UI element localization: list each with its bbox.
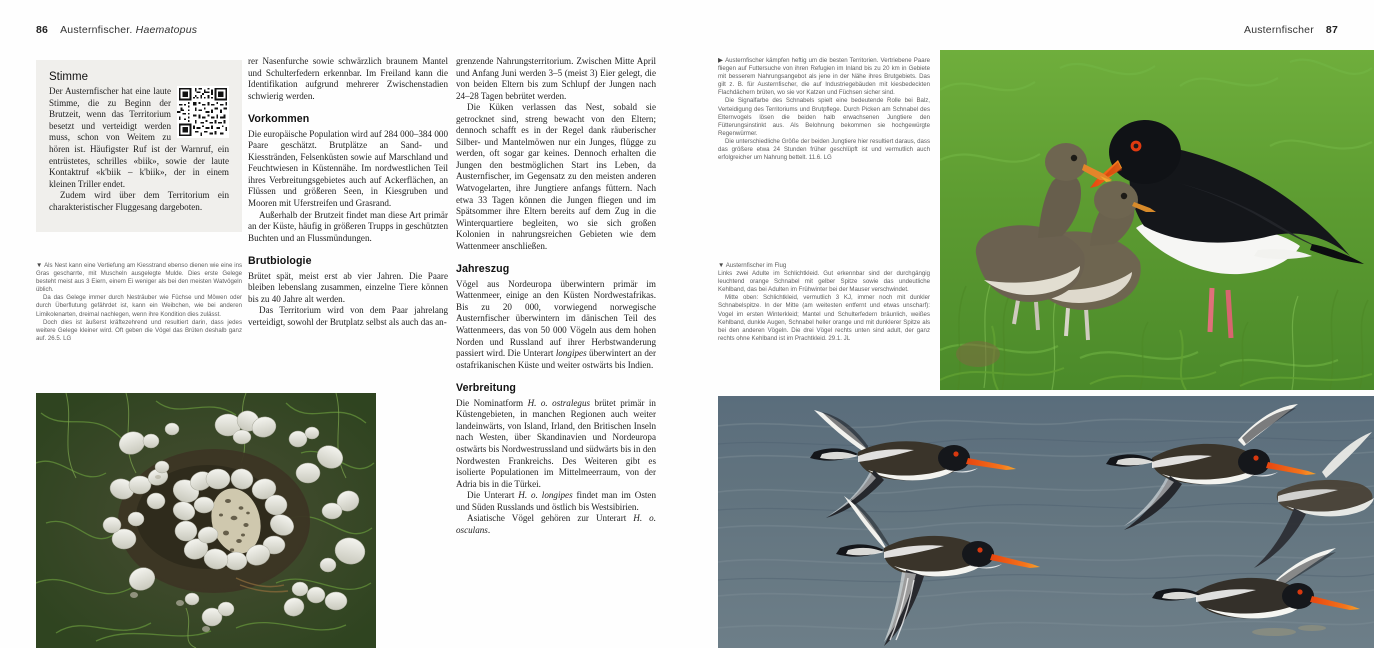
paragraph-vorkommen-1: Die europäische Population wird auf 284 000–384 000 Paare geschätzt. Brutplätze an Sand- und Kiesstränden, Felsenküsten sowie auf Marschland und Feuchtwiesen in Küstennähe. Im nordwestlichen Teil ihres Verbreitungsgebietes auch auf Ackerflächen, an Flüssen und größeren Seen, in Kiesgruben und Mooren mit Uferstreifen und Grasrand. (248, 128, 448, 209)
heading-verbreitung: Verbreitung (456, 382, 516, 395)
caption-feeding-paragraph-1 (718, 57, 930, 97)
triangle-down-icon-2: ▼ (718, 262, 725, 269)
text-column-left (248, 56, 448, 328)
caption-nest (36, 262, 242, 343)
paragraph-verbreitung-1 (456, 398, 656, 490)
verbreitung-subspecies-3: H. o. osculans (456, 513, 656, 535)
caption-flight-title: Austernfischer im Flug (725, 262, 787, 269)
stimme-sidebar-box (36, 60, 242, 232)
triangle-down-icon: ▼ (36, 262, 43, 269)
folio-right: 87 (1325, 24, 1338, 36)
verbreitung-text-3b: . (487, 524, 491, 535)
paragraph-cont-1: grenzende Nahrungsterritorium. Zwischen Mitte April und Anfang Juni werden 3–5 (meist 3) Eier gelegt, die von beiden Eltern bis zum Schlupf der Jungen nach 24–28 Tagen bebrütet werden. (456, 56, 656, 101)
running-head-right-title: Austernfischer (1243, 24, 1314, 36)
qr-code-icon[interactable] (177, 86, 229, 138)
caption-feeding-text-1: Austernfischer kämpfen heftig um die besten Territorien. Vertriebene Paare fliegen auf Futtersuche von ihren Refugien im Inland bis zu 20 km in Gebiete mit besserem Nahrungsangebot als jene in der Nähe ihres Brutgebiets. Das gilt z. B. für Austernfischer, die auf Industriegebäuden mit kiesbedeckten Flachdächern brüten, wo sie vor Katzen und Füchsen sicher sind. (718, 57, 930, 97)
paragraph-cont-2: Die Küken verlassen das Nest, sobald sie getrocknet sind, streng bewacht von den Eltern; dennoch schafft es in der Regel dank räuberischer Silber- und Mantelmöwen nur ein Junges, flügge zu werden, oft sogar gar keines. Dennoch erhalten die Jungen den bestmöglichen Start ins Leben, da Austernfischer, im Gegensatz zu den meisten anderen Watvogelarten, ihre Jungtiere anfangs füttern. Nach etwa 33 Tagen können die Jungen fliegen und im Spätsommer ihre Eltern bereits auf dem Zug in die Winterquartiere begleiten, wo sie sich großen Kolonien in nahrungsreichen Gebieten wie dem Wattenmeer anschließen. (456, 102, 656, 251)
jahreszug-text-a: Vögel aus Nordeuropa überwintern primär im Wattenmeer, einige an den Küsten Nordwestafrikas. Bis zu 20 000, vorwiegend norwegische Austernfischer überwintern im dänischen Teil des Wattenmeers, das von 50 000 Vögeln aus dem hohen Norden und Russland auf ihrer Herbstwanderung passiert wird. Die Unterart (456, 278, 656, 359)
photo-nest-with-shells-and-egg (36, 393, 376, 648)
running-head-left-genus: Haematopus (135, 24, 198, 36)
photo-oystercatchers-in-flight-over-water (718, 396, 1374, 648)
paragraph-intro: rer Nasenfurche sowie schwärzlich braunem Mantel und Schulterfedern erkennbar. Im Freiland kann die Identifikation aufgrund mehrerer Zwischenstadien schwierig werden. (248, 56, 448, 101)
caption-feeding-paragraph-2: Die Signalfarbe des Schnabels spielt eine bedeutende Rolle bei Balz, Verteidigung des Territoriums und Brutpflege. Durch Picken am Schnabel des Elternvogels lösen die beiden halb erwachsenen Jungtiere den Fütterungsinstinkt aus. Als Belohnung bekommen sie hochgewürgte Regenwürmer. (718, 97, 930, 137)
heading-jahreszug: Jahreszug (456, 263, 510, 276)
paragraph-brutbiologie-2: Das Territorium wird von dem Paar jahrelang verteidigt, sowohl der Brutplatz selbst als auch das an- (248, 305, 448, 327)
stimme-title: Stimme (49, 71, 88, 83)
running-head-left-title: Austernfischer. (60, 24, 133, 36)
photo-adult-oystercatcher-with-two-chicks (940, 50, 1374, 390)
verbreitung-subspecies-1: H. o. ostralegus (527, 397, 591, 408)
stimme-paragraph-2: Zudem wird über dem Territorium ein charakteristischer Fluggesang dargeboten. (49, 190, 229, 212)
running-head-right (1244, 24, 1338, 36)
caption-feeding-paragraph-3: Die unterschiedliche Größe der beiden Jungtiere hier resultiert daraus, dass das größere etwa 24 Stunden früher geschlüpft ist und vermutlich auch erfolgreicher um Nahrung bettelt. 11.6. LG (718, 137, 930, 162)
verbreitung-text-1a: Die Nominatform (456, 397, 528, 408)
verbreitung-subspecies-2: H. o. longipes (518, 490, 573, 501)
heading-vorkommen: Vorkommen (248, 113, 310, 126)
heading-brutbiologie: Brutbiologie (248, 255, 312, 268)
verbreitung-text-2a: Die Unterart (467, 490, 519, 501)
paragraph-brutbiologie-1: Brütet spät, meist erst ab vier Jahren. Die Paare bleiben lebenslang zusammen, einzelne Tiere können bis zu 40 Jahre alt werden. (248, 270, 448, 304)
paragraph-verbreitung-2 (456, 490, 656, 513)
jahreszug-text-b: überwintert an der ostafrikanischen Küste und weiter ostwärts bis Indien. (456, 348, 656, 370)
caption-flight-paragraph-2: Mitte oben: Schlichtkleid, vermutlich 3 KJ, immer noch mit dunkler Schnabelspitze. In der Mitte (am weitesten entfernt und etwas unscharf): Vogel im ersten Winterkleid; Mantel und Schulterfedern bräunlich, weißes Kehlband, dunkle Augen, Schnabel heller orange und mit dunklerer Spitze als bei den anderen Vögeln. Die drei Vögel rechts unten sind adult, der ganz rechts ohne Kehlband ist im Prachtkleid. 29.1. JL (718, 294, 930, 342)
verbreitung-text-3a: Asiatische Vögel gehören zur Unterart (467, 513, 634, 524)
caption-nest-paragraph-2: Da das Gelege immer durch Nesträuber wie Füchse und Möwen oder durch Überflutung gefährdet ist, kann ein Weibchen, wie bei anderen Limikolenarten, dreimal nachlegen, wenn ihre Kondition dies zulässt. (36, 294, 242, 318)
caption-nest-paragraph-1 (36, 262, 242, 294)
paragraph-vorkommen-2: Außerhalb der Brutzeit findet man diese Art primär an der Küste, häufig in größeren Trupps in geschützten Buchten und an Flussmündungen. (248, 209, 448, 243)
paragraph-jahreszug-1 (456, 279, 656, 371)
stimme-paragraph-1: Der Austernfischer hat eine laute Stimme, die zu Beginn der Brutzeit, wenn das Territorium besetzt und verteidigt werden muss, schon von Weitem zu hören ist. Häufigster Ruf ist der Warnruf, ein entrüstetes, schrilles «biik», sowie der laute Kontaktruf «k'biik – k'biik», der in einem kleinen Triller endet. (49, 86, 229, 189)
caption-flight (718, 262, 930, 343)
paragraph-verbreitung-3 (456, 513, 656, 536)
verbreitung-text-2b: findet man im Osten und Süden Russlands und östlich bis Westsibirien. (456, 490, 656, 512)
triangle-right-icon: ▶ (718, 57, 724, 64)
jahreszug-subspecies: longipes (555, 348, 587, 359)
running-head-left (36, 24, 197, 36)
caption-flight-paragraph-1: Links zwei Adulte im Schlichtkleid. Gut erkennbar sind der durchgängig leuchtend orange Schnabel mit gelber Spitze sowie das undeutliche Kehlband, das bei Adulten im Frühwinter bei der Mauser verschwindet. (718, 270, 930, 294)
caption-nest-paragraph-3: Doch dies ist äußerst kräftezehrend und resultiert darin, dass jedes weitere Gelege kleiner wird. Oft geben die Vögel das Brüten deshalb ganz auf. 26.5. LG (36, 318, 242, 342)
text-column-right (456, 56, 656, 536)
caption-nest-text-1: Als Nest kann eine Vertiefung am Kiesstrand ebenso dienen wie eine ins Gras gescharrte, mit Muscheln ausgelegte Mulde. Dies erste Gelege besteht meist aus 3 Eiern, einem Ei weniger als bei den meisten Watvögeln üblich. (36, 262, 243, 294)
caption-feeding (718, 57, 930, 162)
folio-left: 86 (36, 24, 49, 36)
caption-flight-title-line (718, 262, 930, 270)
verbreitung-text-1b: brütet primär in Küstengebieten, in manchen Regionen auch weiter landeinwärts, von Island, Irland, den Britischen Inseln nach Westen, über Skandinavien und Nordeuropa ostwärts bis Nordwestrussland und südwärts bis in den Nordwesten Frankreichs. Des Weiteren gibt es isolierte Populationen im Mittelmeerraum, von der Adria bis in die Türkei. (456, 397, 656, 489)
